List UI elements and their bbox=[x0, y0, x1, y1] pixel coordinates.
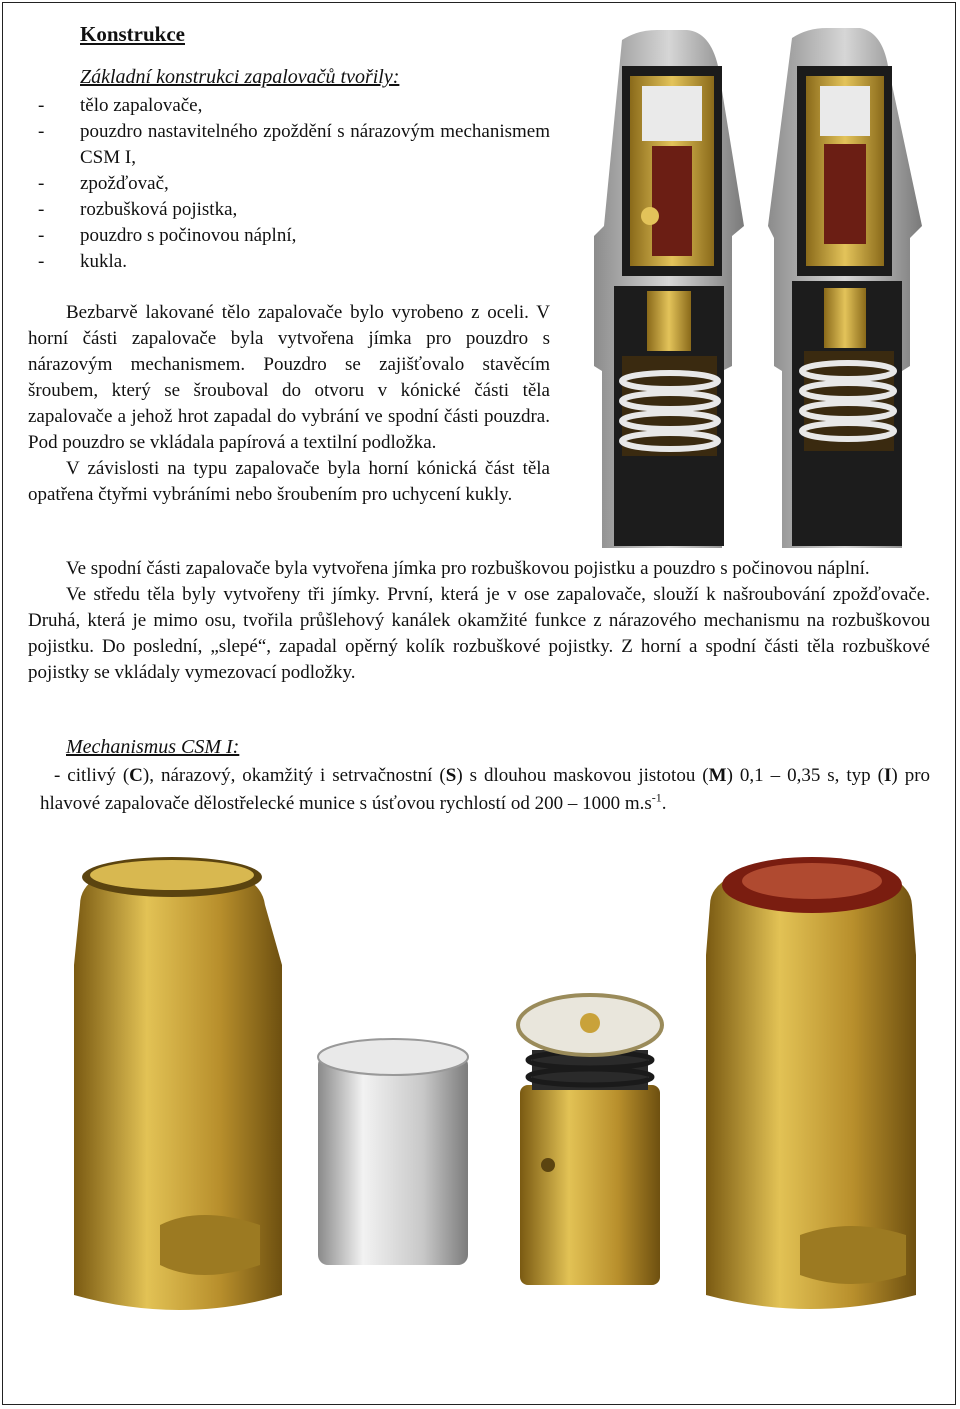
mech-text-part: - citlivý ( bbox=[54, 765, 130, 786]
fuze-cutaway-right bbox=[768, 28, 922, 548]
mechanism-description bbox=[40, 762, 930, 818]
mech-code-i: I bbox=[883, 765, 892, 786]
list-item-text: pouzdro s počinovou náplní, bbox=[80, 225, 297, 246]
list-item-text: zpožďovač, bbox=[80, 173, 169, 194]
list-marker: - bbox=[38, 199, 45, 220]
fuze-body-right bbox=[706, 857, 916, 1309]
list-marker: - bbox=[38, 95, 45, 116]
mech-code-m: M bbox=[708, 765, 727, 786]
mech-code-c: C bbox=[129, 765, 143, 786]
list-marker: - bbox=[38, 121, 45, 142]
list-item bbox=[38, 249, 550, 275]
list-marker: - bbox=[38, 251, 45, 272]
mech-text-part: ), nárazový, okamžitý i setrvačnostní ( bbox=[142, 765, 446, 786]
list-item-text: rozbušková pojistka, bbox=[80, 199, 238, 220]
paragraph-center-sockets: Ve středu těla byly vytvořeny tři jímky. První, která je v ose zapalovače, slouží k našroubování zpožďovače. Druhá, která je mimo osu, tvořila průšlehový kanálek okamžité funkce z nárazového mechanismu na rozbuškovou pojistku. Do poslední, „slepé“, zapadal opěrný kolík rozbuškové pojistky. Z horní a spodní části těla rozbuškové pojistky se vkládaly vymezovací podložky. bbox=[28, 584, 930, 683]
mech-text-part: ) s dlouhou maskovou jistotou ( bbox=[456, 765, 709, 786]
list-marker: - bbox=[38, 225, 45, 246]
intro-line: Základní konstrukci zapalovačů tvořily: bbox=[80, 66, 400, 88]
section-title: Konstrukce bbox=[80, 22, 185, 46]
paragraph-lower-part: Ve spodní části zapalovače byla vytvořena jímka pro rozbuškovou pojistku a pouzdro s počinovou náplní. bbox=[66, 558, 870, 579]
mech-code-s: S bbox=[445, 765, 457, 786]
list-item bbox=[38, 119, 550, 171]
fuze-cutaway-left bbox=[594, 30, 744, 548]
impact-mechanism-housing bbox=[518, 995, 662, 1285]
mech-text-part: . bbox=[661, 793, 667, 814]
paragraph-body-material: Bezbarvě lakované tělo zapalovače bylo vyrobeno z oceli. V horní části zapalovače byla vytvořena jímka pro pouzdro s nárazovým mechanismem. Pouzdro se zajišťovalo stavěcím šroubem, který se šrouboval do otvoru v kónické části těla zapalovače a jehož hrot zapadal do vybrání ve spodní části pouzdra. Pod pouzdro se vkládala papírová a textilní podložka. bbox=[28, 302, 550, 453]
paragraph-cap-mount: V závislosti na typu zapalovače byla horní kónická část těla opatřena čtyřmi vybráními nebo šroubením pro uchycení kukly. bbox=[28, 458, 550, 505]
list-item-text: kukla. bbox=[80, 251, 127, 272]
silver-sleeve bbox=[318, 1039, 468, 1265]
fuze-parts-photo bbox=[60, 845, 920, 1325]
fuze-body-left bbox=[74, 857, 282, 1310]
list-item bbox=[38, 223, 550, 249]
body-text-wide bbox=[28, 556, 930, 686]
list-item bbox=[38, 93, 550, 119]
list-item bbox=[38, 197, 550, 223]
list-item-text: pouzdro nastavitelného zpoždění s nárazovým mechanismem CSM I, bbox=[80, 121, 550, 168]
fuze-cutaway-photo bbox=[592, 26, 932, 548]
mech-text-part: ) 0,1 – 0,35 s, typ ( bbox=[726, 765, 884, 786]
mechanism-heading: Mechanismus CSM I: bbox=[66, 736, 240, 758]
component-list bbox=[38, 93, 550, 275]
list-marker: - bbox=[38, 173, 45, 194]
mech-text-part: ) pro hlavové zapalovače dělostřelecké munice s úsťovou rychlostí od 200 – 1000 m.s bbox=[40, 765, 931, 814]
list-item-text: tělo zapalovače, bbox=[80, 95, 203, 116]
mech-unit-exponent: -1 bbox=[651, 790, 662, 805]
body-text-narrow bbox=[28, 300, 550, 508]
list-item bbox=[38, 171, 550, 197]
